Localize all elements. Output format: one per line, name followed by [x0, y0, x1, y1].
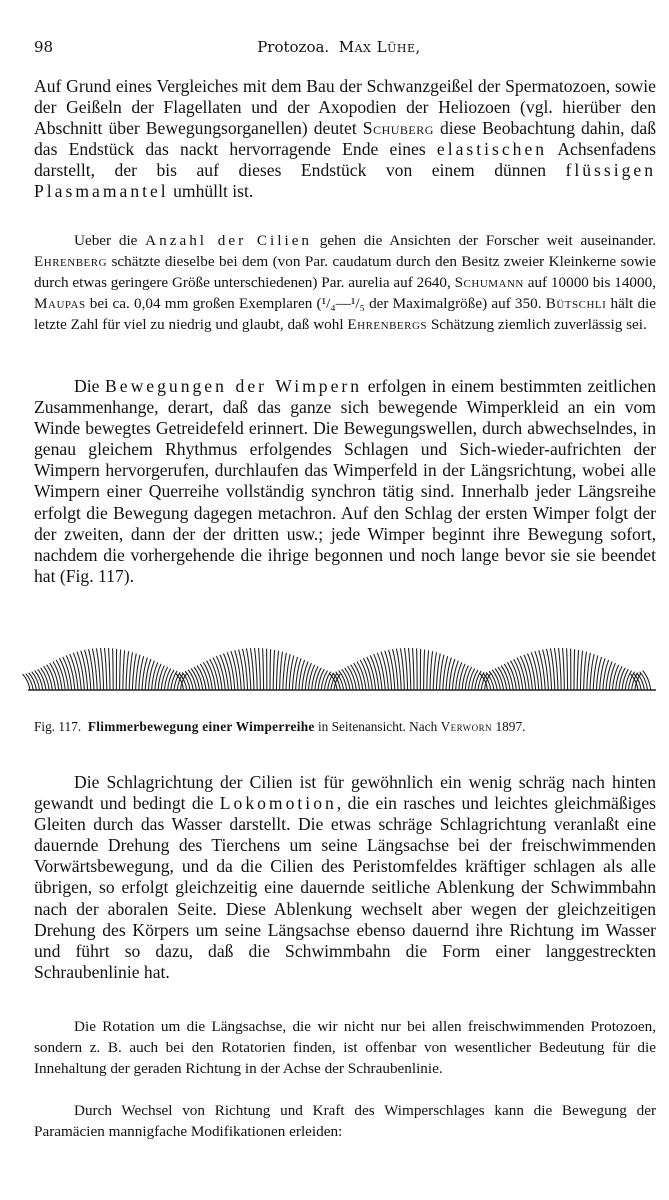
text-run: hält die letzte Zahl für viel zu niedrig und glaubt, daß wohl [34, 294, 656, 333]
text-run: Ueber die [74, 232, 146, 249]
cilium-stroke [200, 664, 209, 690]
cilium-stroke [59, 658, 68, 690]
text-run: gehen die Ansichten der Forscher weit auseinander. [312, 232, 656, 249]
cilium-stroke [126, 651, 129, 690]
cilium-stroke [563, 648, 565, 690]
cilium-stroke [504, 664, 513, 690]
cilium-stroke [109, 648, 111, 690]
cilium-stroke [430, 651, 433, 690]
text-run: Durch Wechsel von Richtung und Kraft des Wimperschlages kann die Bewegung der Paramäcien mannigfache Modifikationen erleiden: [34, 1102, 656, 1140]
cilium-stroke [360, 660, 369, 690]
text-run: Ehrenberg [34, 252, 108, 270]
paragraph-cilia-count [34, 231, 656, 336]
text-run: Schätzung ziemlich zuverlässig sei. [427, 315, 647, 333]
cilium-stroke [113, 648, 114, 690]
cilium-stroke [101, 648, 104, 690]
cilium-stroke [584, 652, 587, 690]
figure-117-cilia-wave-illustration [20, 638, 660, 700]
text-run: Schuberg [362, 118, 434, 139]
cilium-stroke [417, 648, 418, 690]
cilium-stroke [517, 658, 526, 690]
text-run: Lokomotion [219, 793, 337, 814]
author-name: Max Lühe, [338, 38, 421, 56]
cilium-stroke [23, 674, 31, 690]
paragraph-rotation [34, 1017, 656, 1080]
paragraph-schuberg [34, 76, 656, 203]
cilium-stroke [357, 662, 366, 691]
cilium-stroke [363, 658, 372, 690]
text-run: umhüllt ist. [168, 181, 254, 202]
paragraph-modifications [34, 1101, 656, 1143]
cilium-stroke [280, 652, 283, 690]
cilium-stroke [53, 662, 62, 691]
cilium-stroke [47, 665, 56, 690]
cilium-stroke [129, 652, 132, 690]
cilium-stroke [276, 651, 278, 690]
text-run: Bewegungen der Wimpern [105, 376, 363, 396]
cilium-stroke [273, 650, 274, 690]
figure-label: Fig. 117. [34, 719, 82, 734]
cilium-stroke [574, 649, 575, 690]
running-header [34, 38, 644, 60]
text-run: Maupas [34, 294, 86, 312]
text-run: elastischen [436, 139, 548, 160]
cilium-stroke [105, 648, 107, 690]
cilium-stroke [255, 648, 258, 690]
text-run: bei ca. 0,04 mm großen Exemplaren (¹/₄—¹/₅ der Maximalgröße) auf 350. [85, 294, 546, 312]
cilium-stroke [405, 648, 408, 690]
figure-title: Flimmerbewegung einer Wimperreihe [87, 719, 315, 734]
text-run: Schumann [454, 273, 524, 291]
running-head-title [34, 38, 644, 56]
cilium-stroke [243, 649, 248, 690]
cilium-stroke [567, 648, 568, 690]
text-run: diese Beobachtung dahin, daß das Endstück das nackt hervorragende Ende eines [34, 118, 656, 160]
figure-source-author: Verworn [440, 719, 493, 734]
cilium-stroke [210, 659, 219, 690]
text-run: Bütschli [545, 294, 607, 312]
paragraph-cilia-movement [34, 376, 656, 587]
cilium-stroke [207, 661, 216, 690]
cilium-stroke [559, 648, 562, 690]
cilium-stroke [139, 656, 144, 690]
text-run: Die Schlagrichtung der Cilien ist für gewöhnlich ein wenig schräg nach hinten gewandt und bedingt die [34, 772, 656, 814]
cilium-stroke [433, 652, 436, 690]
cilium-stroke [50, 663, 59, 690]
cilium-stroke [351, 665, 360, 690]
text-run: Achsenfadens darstellt, der bis auf dieses Endstück von einem dünnen [34, 139, 657, 181]
cilium-stroke [409, 648, 411, 690]
cilium-stroke [514, 659, 523, 690]
cilium-stroke [354, 663, 363, 690]
cilium-stroke [123, 650, 125, 690]
cilium-stroke [511, 661, 520, 690]
cilium-stroke [120, 650, 121, 691]
text-run: schätzte dieselbe bei dem (von Par. caudatum durch den Besitz zweier Kleinkerne sowie durch etwas geringere Größe unterschiedenen) Par. aurelia auf 2640, [34, 252, 656, 291]
cilium-stroke [443, 656, 448, 690]
paragraph-lokomotion [34, 772, 656, 983]
text-run: Die Rotation um die Längsachse, die wir nicht nur bei allen freischwimmenden Protozoen, sondern z. B. auch bei den Rotatorien finden, ist offenbar von wesentlicher Bedeutung für die Innehaltung der geraden Richtung in der Achse der Schraubenlinie. [34, 1018, 656, 1077]
page-number: 98 [34, 38, 54, 56]
cilium-stroke [424, 650, 425, 691]
cilium-stroke [213, 658, 222, 690]
cilium-stroke [413, 648, 415, 690]
cilium-stroke [577, 650, 578, 690]
text-run: erfolgen in einem bestimmten zeitlichen Zusammenhange, derart, daß das ganze sich bewegende Wimperkleid an ein vom Winde bewegtes Getreidefeld erinnert. Die Bewegungswellen, durch abwechselndes, in genau gleichem Rhythmus erfolgendes Schlagen und Sich-wieder-aufrichten der Wimpern hervorgerufen, durchlaufen das Wimperfeld in der Längsrichtung, wobei alle Wimpern einer Querreihe vollständig synchron tätig sind. Innerhalb jeder Längsreihe erfolgt die Bewegung dagegen metachron. Auf den Schlag der ersten Wimper folgt der der zweiten, dann der der dritten usw.; jede Wimper beginnt ihre Bewegung sofort, nachdem die vorhergehende die ihrige begonnen und noch lange bevor sie sie beendet hat (Fig. 117). [34, 376, 656, 586]
cilium-stroke [203, 662, 212, 690]
cilium-stroke [547, 649, 552, 690]
text-run: auf 10000 bis 14000, [523, 273, 656, 291]
figure-caption [34, 718, 656, 735]
text-run: flüssigen Plasmamantel [34, 160, 656, 202]
text-run: Anzahl der Cilien [145, 232, 313, 249]
cilium-stroke [427, 650, 429, 690]
cilium-stroke [259, 648, 261, 690]
cilium-stroke [270, 649, 271, 690]
cilium-stroke [580, 651, 582, 690]
text-run: Ehrenbergs [347, 315, 428, 333]
cilium-stroke [507, 662, 516, 690]
cilium-stroke [263, 648, 264, 690]
section-title: Protozoa. [257, 38, 330, 56]
text-run: , die ein rasches und leichtes gleichmäßiges Gleiten durch das Wasser darstellt. Die etwas schräge Schlagrichtung veranlaßt eine dauernde Drehung des Tierchens um seine Längsachse bei der freischwimmenden Vorwärtsbewegung, und da die Cilien des Peristomfeldes kräftiger schlagen als alle übrigen, so erfolgt gleichzeitig eine dauernde seitliche Ablenkung der Schwimmbahn nach der aboralen Seite. Diese Ablenkung wechselt aber wegen der gleichzeitigen Drehung des Körpers um seine Längsachse ebenso dauernd ihre Richtung im Wasser und führt so dazu, daß die Schwimmbahn die Form einer langgestreckten Schraubenlinie hat. [34, 793, 656, 982]
cilium-stroke [56, 660, 65, 690]
figure-source-year: 1897. [492, 719, 526, 734]
text-run: Auf Grund eines Vergleiches mit dem Bau der Schwanzgeißel der Spermatozoen, sowie der Geißeln der Flagellaten und der Axopodien der Heliozoen (vgl. hierüber den Abschnitt über Bewegungsorganellen) deutet [34, 76, 656, 139]
text-run: Die [74, 376, 106, 396]
figure-caption-text: in Seitenansicht. Nach [314, 719, 441, 734]
